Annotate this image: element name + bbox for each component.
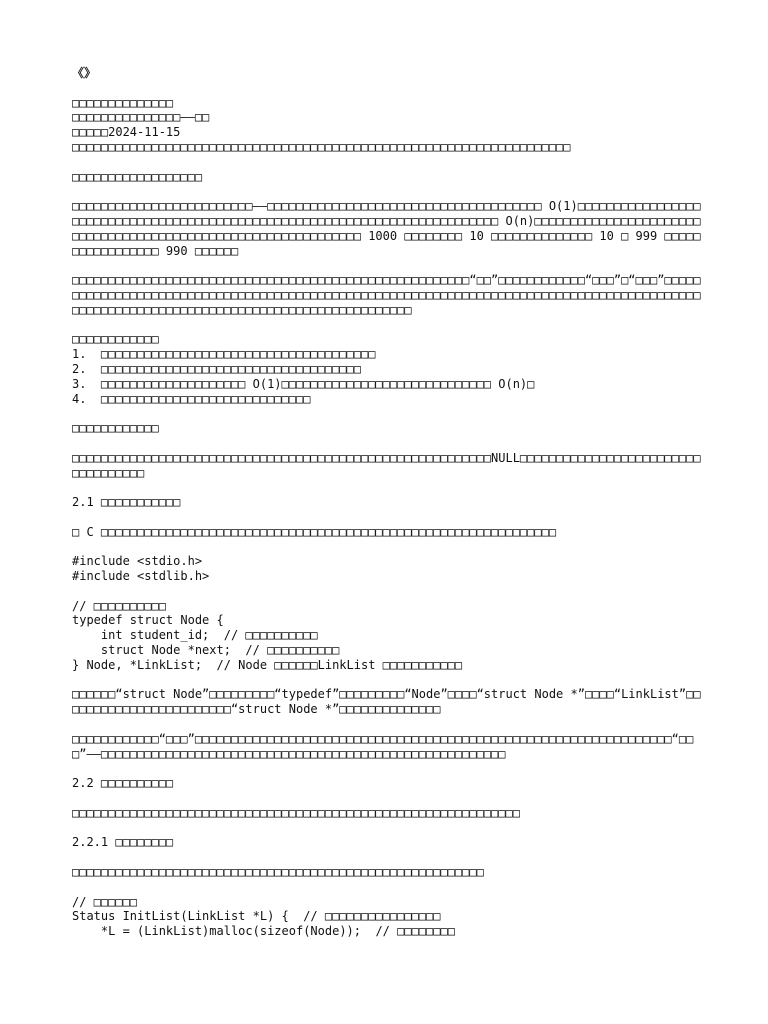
spacer [72,510,702,525]
spacer [72,155,702,170]
spacer [72,673,702,688]
heading-2-2: 2.2 □□□□□□□□□□ [72,776,174,791]
paragraph-6: □□□□□□□□□□□□“□□□”□□□□□□□□□□□□□□□□□□□□□□□□□□□□□□□□□□□□□□□□□□□□□□□□□□□□□□□□□□□□□□□□□□“□□□”——□□□□□□□□□□□□□□□□□□□□□□□□□□□□□□□□□□□□□□□□□□□□□□□□□□□□□□□□ [72,731,694,761]
heading-2-1: 2.1 □□□□□□□□□□□ [72,495,181,510]
header-line-2: □□□□□□□□□□□□□□□——□□ [72,110,210,125]
list-item: 4. □□□□□□□□□□□□□□□□□□□□□□□□□□□□□ [72,391,311,406]
list-item: 2. □□□□□□□□□□□□□□□□□□□□□□□□□□□□□□□□□□□□ [72,361,361,376]
spacer [72,821,702,836]
spacer [72,850,702,865]
list-heading: □□□□□□□□□□□□ [72,332,159,347]
spacer [72,480,702,495]
code-line: // □□□□□□□□□□ [72,598,166,613]
paragraph-5: □□□□□□“struct Node”□□□□□□□□□“typedef”□□□□□□□□□“Node”□□□□“struct Node *”□□□□“LinkList”□□□□□□□□□□□□□□□□□□□□□□□□“struct Node *”□□□□□□□□□□□□□□ [72,687,701,717]
spacer [72,406,702,421]
code-line: #include <stdio.h> [72,554,203,569]
paragraph-2: □□□□□□□□□□□□□□□□□□□□□□□□□□□□□□□□□□□□□□□□□□□□□□□□□□□□□□□“□□”□□□□□□□□□□□□“□□□”□“□□□”□□□□□□□□□□□□□□□□□□□□□□□□□□□□□□□□□□□□□□□□□□□□□□□□□□□□□□□□□□□□□□□□□□□□□□□□□□□□□□□□□□□□□□□□□□□□□□□□□□□□□□□□□□□□□□□□□□□□□□□□□□□□□□□□□□□□□□□□□□□ [72,273,701,317]
spacer [72,184,702,199]
code-line [72,584,702,599]
section-2-heading: □□□□□□□□□□□□ [72,421,159,436]
code-line: // □□□□□□ [72,894,138,909]
code-line: Status InitList(LinkList *L) { // □□□□□□□□□□□□□□□□ [72,909,441,924]
list-item: 3. □□□□□□□□□□□□□□□□□□□□ O(1)□□□□□□□□□□□□□□□□□□□□□□□□□□□□□ O(n)□ [72,376,535,391]
paragraph-8: □□□□□□□□□□□□□□□□□□□□□□□□□□□□□□□□□□□□□□□□□□□□□□□□□□□□□□□□□ [72,865,484,880]
document-title: 《》 [72,66,97,80]
paragraph-3: □□□□□□□□□□□□□□□□□□□□□□□□□□□□□□□□□□□□□□□□□□□□□□□□□□□□□□□□□□NULL□□□□□□□□□□□□□□□□□□□□□□□□□□□□□□□□□□□ [72,450,701,480]
code-line: typedef struct Node { [72,613,224,628]
code-line: #include <stdlib.h> [72,569,210,584]
document-page [72,66,702,939]
heading-2-2-1: 2.2.1 □□□□□□□□ [72,835,174,850]
spacer [72,717,702,732]
spacer [72,81,702,96]
spacer [72,258,702,273]
section-intro-heading: □□□□□□□□□□□□□□□□□□ [72,169,203,184]
paragraph-1: □□□□□□□□□□□□□□□□□□□□□□□□□——□□□□□□□□□□□□□□□□□□□□□□□□□□□□□□□□□□□□□□ O(1)□□□□□□□□□□□□□□□□□□□□□□□□□□□□□□□□□□□□□□□□□□□□□□□□□□□□□□□□□□□□□□□□□□□□□□□□□□□□ O(n)□□□□□□□□□□□□□□□□□□□□□□□□□□□□□□□□□□□□□□□□□□□□□□□□□□□□□□□□□□□□□□□ 1000 □□□□□□□□ 10 □□□□□□□□□□□□□□ 10 □ 999 □□□□□□□□□□□□□□□□□ 990 □□□□□□ [72,199,701,258]
code-line: int student_id; // □□□□□□□□□□ [72,628,318,643]
list-item: 1. □□□□□□□□□□□□□□□□□□□□□□□□□□□□□□□□□□□□□□ [72,347,376,362]
spacer [72,880,702,895]
code-line: *L = (LinkList)malloc(sizeof(Node)); // □□□□□□□□ [72,924,455,939]
spacer [72,318,702,333]
spacer [72,436,702,451]
spacer [72,791,702,806]
code-line: } Node, *LinkList; // Node □□□□□□LinkList □□□□□□□□□□□ [72,657,463,672]
spacer [72,540,702,555]
code-line: struct Node *next; // □□□□□□□□□□ [72,643,340,658]
paragraph-7: □□□□□□□□□□□□□□□□□□□□□□□□□□□□□□□□□□□□□□□□□□□□□□□□□□□□□□□□□□□□□□ [72,805,520,820]
paragraph-4: □ C □□□□□□□□□□□□□□□□□□□□□□□□□□□□□□□□□□□□□□□□□□□□□□□□□□□□□□□□□□□□□□□ [72,524,557,539]
header-line-1: □□□□□□□□□□□□□□ [72,95,174,110]
spacer [72,761,702,776]
header-date-line: □□□□□2024-11-15 [72,125,181,140]
header-line-4: □□□□□□□□□□□□□□□□□□□□□□□□□□□□□□□□□□□□□□□□□□□□□□□□□□□□□□□□□□□□□□□□□□□□□ [72,139,571,154]
